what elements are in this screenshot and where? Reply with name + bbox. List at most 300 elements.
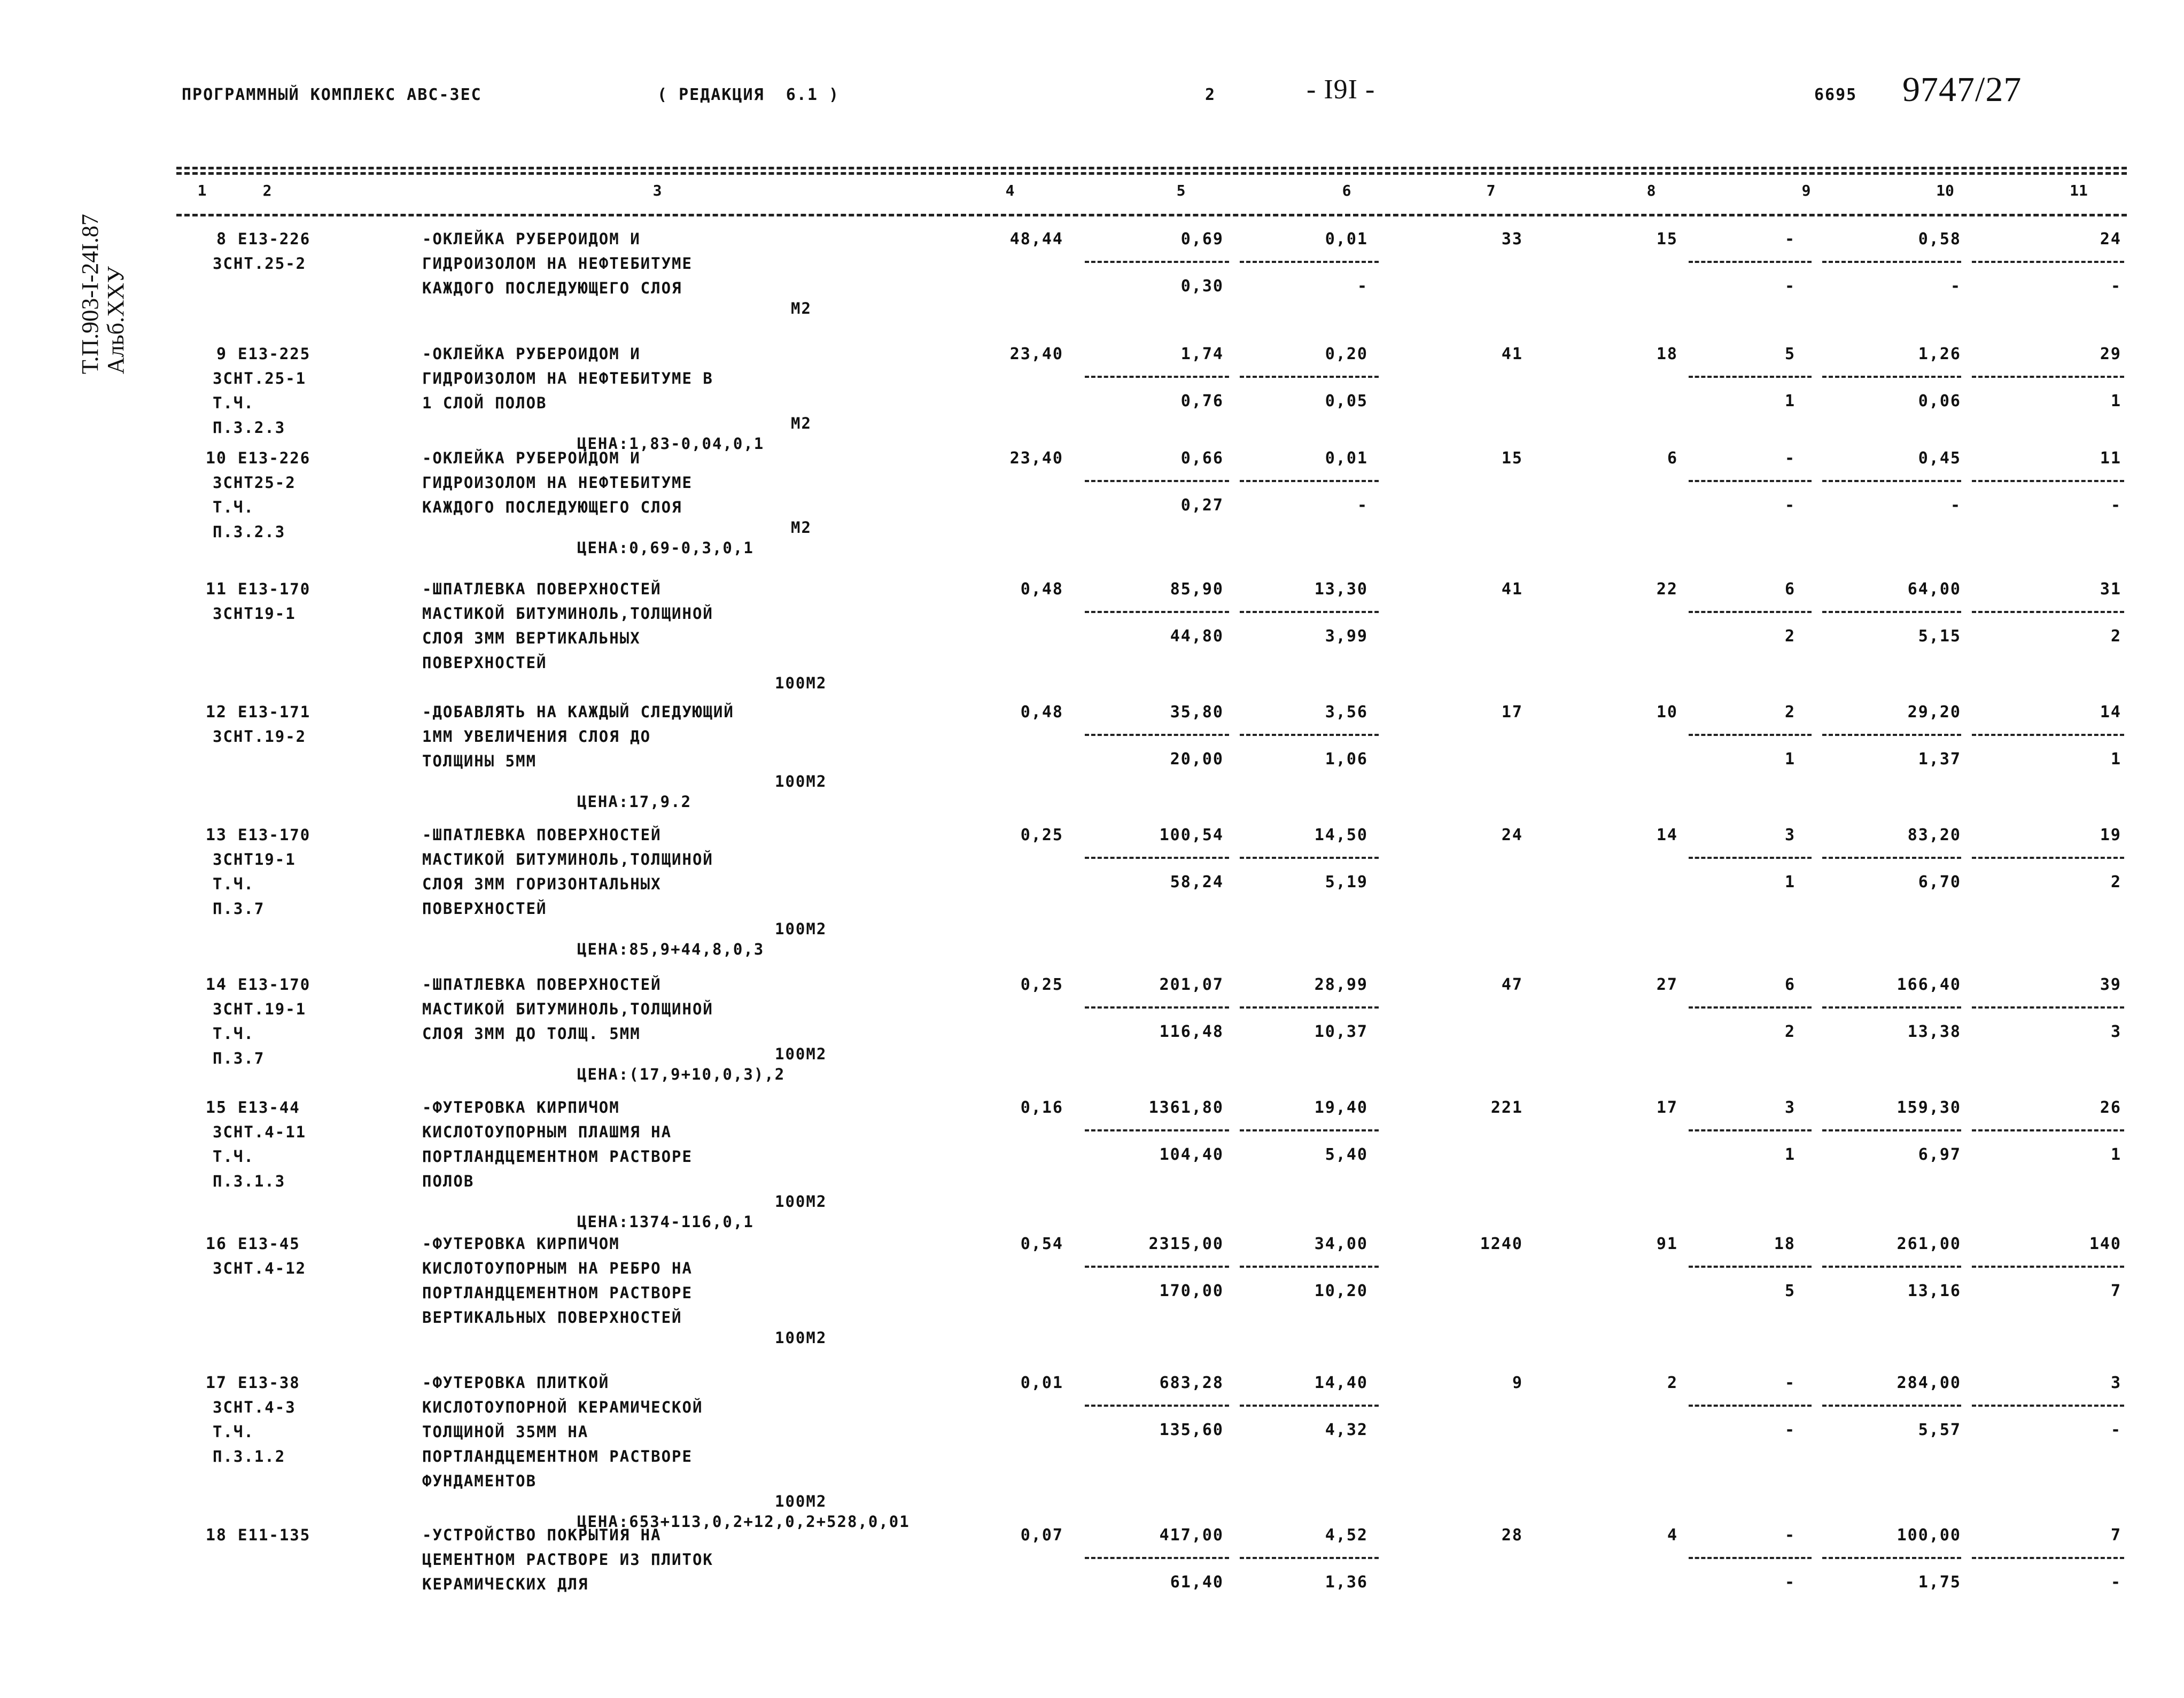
- row-col8: 14: [1656, 826, 1678, 844]
- row-description-line: ПОЛОВ: [422, 1172, 475, 1190]
- row-col6-bottom: 10,20: [1314, 1282, 1368, 1300]
- row-col9-divider: [1689, 1266, 1812, 1268]
- row-col9-top: 6: [1784, 975, 1796, 994]
- row-col11-bottom: 7: [2110, 1282, 2121, 1300]
- row-col6-top: 28,99: [1314, 975, 1368, 994]
- row-col11-bottom: -: [2110, 277, 2121, 296]
- row-code-line: Е13-44: [238, 1098, 300, 1117]
- row-col9-top: 18: [1774, 1235, 1796, 1253]
- row-col8: 18: [1656, 345, 1678, 363]
- row-col7: 221: [1490, 1098, 1523, 1117]
- column-header-4: 4: [1005, 182, 1015, 199]
- row-col5-top: 201,07: [1159, 975, 1224, 994]
- row-price-formula: ЦЕНА:85,9+44,8,0,3: [577, 940, 765, 958]
- row-col9-divider: [1689, 857, 1812, 859]
- row-col10-bottom: -: [1950, 496, 1961, 515]
- row-col5-top: 0,69: [1180, 230, 1224, 249]
- row-col5-divider: [1085, 611, 1229, 613]
- row-col11-top: 7: [2110, 1526, 2121, 1545]
- row-col9-bottom: -: [1784, 277, 1796, 296]
- row-unit: М2: [791, 518, 812, 537]
- column-header-10: 10: [1936, 182, 1954, 199]
- row-col5-divider: [1085, 857, 1229, 859]
- row-quantity: 23,40: [1009, 345, 1063, 363]
- row-col9-top: 3: [1784, 1098, 1796, 1117]
- row-description-line: ВЕРТИКАЛЬНЫХ ПОВЕРХНОСТЕЙ: [422, 1308, 682, 1327]
- row-col6-divider: [1240, 611, 1379, 613]
- row-col11-divider: [1972, 480, 2124, 482]
- row-unit: 100М2: [775, 1045, 827, 1063]
- row-col5-divider: [1085, 1266, 1229, 1268]
- row-col6-top: 14,40: [1314, 1374, 1368, 1392]
- row-code-line: ЗСНТ19-1: [213, 604, 296, 623]
- side-label-line-1: Т.П.903-I-24I.87: [77, 214, 103, 374]
- row-col8: 10: [1656, 703, 1678, 722]
- column-header-11: 11: [2070, 182, 2088, 199]
- row-unit: 100М2: [775, 1192, 827, 1211]
- side-label-line-2: Альб.XXУ: [103, 266, 129, 374]
- row-description-line: -ФУТЕРОВКА ПЛИТКОЙ: [422, 1374, 610, 1392]
- row-price-formula: ЦЕНА:1374-116,0,1: [577, 1213, 754, 1231]
- row-number: 11: [205, 580, 227, 599]
- row-code-line: П.3.2.3: [213, 523, 286, 541]
- row-col6-bottom: 10,37: [1314, 1022, 1368, 1041]
- row-description-line: ФУНДАМЕНТОВ: [422, 1472, 537, 1490]
- row-col11-top: 11: [2100, 449, 2121, 468]
- row-description-line: 1 СЛОЙ ПОЛОВ: [422, 394, 547, 412]
- column-header-3: 3: [652, 182, 662, 199]
- row-col11-top: 31: [2100, 580, 2121, 599]
- row-col5-divider: [1085, 261, 1229, 263]
- row-col11-bottom: 2: [2110, 873, 2121, 891]
- column-header-7: 7: [1486, 182, 1496, 199]
- side-label: [77, 214, 129, 374]
- row-col5-divider: [1085, 480, 1229, 482]
- row-description-line: 1ММ УВЕЛИЧЕНИЯ СЛОЯ ДО: [422, 727, 651, 746]
- row-col7: 1240: [1480, 1235, 1523, 1253]
- row-code-line: Е13-225: [238, 345, 311, 363]
- row-col6-top: 0,20: [1325, 345, 1368, 363]
- row-col6-divider: [1240, 1557, 1379, 1559]
- row-col9-top: -: [1784, 1374, 1796, 1392]
- row-col5-divider: [1085, 1557, 1229, 1559]
- row-description-line: ТОЛЩИНОЙ 35ММ НА: [422, 1423, 589, 1441]
- row-col6-top: 13,30: [1314, 580, 1368, 599]
- row-description-line: ПОРТЛАНДЦЕМЕНТНОМ РАСТВОРЕ: [422, 1147, 693, 1166]
- row-code-line: ЗСНТ19-1: [213, 850, 296, 869]
- row-col6-divider: [1240, 734, 1379, 736]
- row-description-line: КАЖДОГО ПОСЛЕДУЮЩЕГО СЛОЯ: [422, 498, 682, 516]
- row-price-formula: ЦЕНА:1,83-0,04,0,1: [577, 435, 765, 453]
- row-col9-top: -: [1784, 449, 1796, 468]
- row-col7: 28: [1501, 1526, 1523, 1545]
- row-col5-top: 1,74: [1180, 345, 1224, 363]
- row-col5-top: 1361,80: [1148, 1098, 1224, 1117]
- row-col5-top: 100,54: [1159, 826, 1224, 844]
- row-col9-divider: [1689, 611, 1812, 613]
- row-col5-divider: [1085, 1129, 1229, 1131]
- row-quantity: 48,44: [1009, 230, 1063, 249]
- row-col6-top: 34,00: [1314, 1235, 1368, 1253]
- row-col7: 47: [1501, 975, 1523, 994]
- row-code-line: Е13-226: [238, 449, 311, 467]
- row-col7: 41: [1501, 580, 1523, 599]
- row-description-line: КЕРАМИЧЕСКИХ ДЛЯ: [422, 1575, 589, 1593]
- row-code-line: ЗСНТ.25-2: [213, 254, 307, 273]
- row-description-line: КИСЛОТОУПОРНОЙ КЕРАМИЧЕСКОЙ: [422, 1398, 703, 1416]
- row-col9-divider: [1689, 261, 1812, 263]
- row-col11-divider: [1972, 261, 2124, 263]
- row-col10-top: 100,00: [1897, 1526, 1961, 1545]
- row-col11-top: 140: [2089, 1235, 2121, 1253]
- column-header-1: 1: [197, 182, 207, 199]
- row-col10-divider: [1822, 480, 1961, 482]
- row-col10-divider: [1822, 1405, 1961, 1407]
- row-col6-bottom: 3,99: [1325, 627, 1368, 646]
- row-col10-divider: [1822, 611, 1961, 613]
- row-col11-top: 39: [2100, 975, 2121, 994]
- row-description-line: КИСЛОТОУПОРНЫМ НА РЕБРО НА: [422, 1259, 693, 1277]
- row-col10-top: 0,58: [1918, 230, 1961, 249]
- row-col6-divider: [1240, 1405, 1379, 1407]
- row-col7: 33: [1501, 230, 1523, 249]
- row-col9-bottom: 1: [1784, 392, 1796, 410]
- row-quantity: 0,25: [1020, 826, 1063, 844]
- row-code-line: Е13-170: [238, 975, 311, 994]
- row-col11-divider: [1972, 1266, 2124, 1268]
- row-col11-bottom: 1: [2110, 392, 2121, 410]
- row-code-line: Е13-171: [238, 703, 311, 721]
- header-number: 2: [1205, 86, 1216, 104]
- row-col6-divider: [1240, 480, 1379, 482]
- row-col8: 27: [1656, 975, 1678, 994]
- row-number: 18: [205, 1526, 227, 1545]
- row-col10-bottom: 1,75: [1918, 1573, 1961, 1592]
- row-col8: 4: [1667, 1526, 1678, 1545]
- row-col5-top: 0,66: [1180, 449, 1224, 468]
- row-col6-bottom: 0,05: [1325, 392, 1368, 410]
- row-description-line: -УСТРОЙСТВО ПОКРЫТИЯ НА: [422, 1526, 662, 1544]
- row-col8: 91: [1656, 1235, 1678, 1253]
- row-code-line: П.3.7: [213, 1049, 265, 1067]
- row-col10-bottom: 1,37: [1918, 750, 1961, 769]
- row-description-line: ПОВЕРХНОСТЕЙ: [422, 900, 547, 918]
- row-col5-bottom: 0,30: [1180, 277, 1224, 296]
- row-number: 13: [205, 826, 227, 844]
- row-number: 8: [216, 230, 227, 249]
- row-col5-top: 683,28: [1159, 1374, 1224, 1392]
- row-col5-divider: [1085, 1006, 1229, 1009]
- row-col9-divider: [1689, 1129, 1812, 1131]
- row-col10-top: 261,00: [1897, 1235, 1961, 1253]
- row-col5-bottom: 0,27: [1180, 496, 1224, 515]
- row-description-line: -ФУТЕРОВКА КИРПИЧОМ: [422, 1235, 620, 1253]
- row-col9-divider: [1689, 1557, 1812, 1559]
- row-description-line: ПОВЕРХНОСТЕЙ: [422, 654, 547, 672]
- column-header-2: 2: [262, 182, 272, 199]
- row-col6-top: 4,52: [1325, 1526, 1368, 1545]
- row-col8: 6: [1667, 449, 1678, 468]
- row-col5-top: 2315,00: [1148, 1235, 1224, 1253]
- row-description-line: ГИДРОИЗОЛОМ НА НЕФТЕБИТУМЕ В: [422, 369, 713, 387]
- table-top-rule: [176, 167, 2127, 169]
- row-col10-divider: [1822, 1129, 1961, 1131]
- row-description-line: ЦЕМЕНТНОМ РАСТВОРЕ ИЗ ПЛИТОК: [422, 1550, 713, 1569]
- row-col7: 24: [1501, 826, 1523, 844]
- row-col6-top: 14,50: [1314, 826, 1368, 844]
- row-col5-bottom: 61,40: [1170, 1573, 1224, 1592]
- row-code-line: Т.Ч.: [213, 498, 254, 516]
- row-col9-bottom: 1: [1784, 1145, 1796, 1164]
- row-col9-bottom: 1: [1784, 750, 1796, 769]
- page-number: - I9I -: [1307, 74, 1375, 105]
- row-quantity: 0,07: [1020, 1526, 1063, 1545]
- row-unit: 100М2: [775, 772, 827, 790]
- row-code-line: Е13-38: [238, 1374, 300, 1392]
- row-number: 15: [205, 1098, 227, 1117]
- doc-code: 6695: [1814, 86, 1857, 104]
- row-col10-bottom: 13,38: [1907, 1022, 1961, 1041]
- row-col6-bottom: 5,19: [1325, 873, 1368, 891]
- row-col7: 41: [1501, 345, 1523, 363]
- row-col9-divider: [1689, 1006, 1812, 1009]
- row-col10-bottom: 6,70: [1918, 873, 1961, 891]
- row-col5-divider: [1085, 376, 1229, 378]
- row-code-line: ЗСНТ.19-2: [213, 727, 307, 746]
- row-col9-divider: [1689, 1405, 1812, 1407]
- row-col11-bottom: 3: [2110, 1022, 2121, 1041]
- row-description-line: СЛОЯ 3ММ ВЕРТИКАЛЬНЫХ: [422, 629, 641, 647]
- program-title: ПРОГРАММНЫЙ КОМПЛЕКС АВС-ЗЕС: [182, 86, 482, 104]
- row-description-line: КАЖДОГО ПОСЛЕДУЮЩЕГО СЛОЯ: [422, 279, 682, 297]
- row-col11-bottom: 1: [2110, 1145, 2121, 1164]
- edition-label: ( РЕДАКЦИЯ 6.1 ): [657, 86, 840, 104]
- column-header-5: 5: [1176, 182, 1186, 199]
- row-col11-divider: [1972, 1557, 2124, 1559]
- row-col9-bottom: -: [1784, 1573, 1796, 1592]
- row-col5-top: 417,00: [1159, 1526, 1224, 1545]
- row-number: 14: [205, 975, 227, 994]
- row-col11-top: 19: [2100, 826, 2121, 844]
- row-col10-divider: [1822, 857, 1961, 859]
- row-col9-top: -: [1784, 230, 1796, 249]
- row-col7: 17: [1501, 703, 1523, 722]
- row-quantity: 0,01: [1020, 1374, 1063, 1392]
- column-header-9: 9: [1801, 182, 1811, 199]
- row-col9-top: 5: [1784, 345, 1796, 363]
- row-code-line: ЗСНТ.4-3: [213, 1398, 296, 1416]
- row-col11-bottom: 2: [2110, 627, 2121, 646]
- row-col10-top: 83,20: [1907, 826, 1961, 844]
- row-col11-top: 29: [2100, 345, 2121, 363]
- column-header-6: 6: [1342, 182, 1351, 199]
- row-description-line: -ОКЛЕЙКА РУБЕРОИДОМ И: [422, 449, 641, 467]
- row-col5-divider: [1085, 1405, 1229, 1407]
- row-col5-bottom: 116,48: [1159, 1022, 1224, 1041]
- row-col6-bottom: 5,40: [1325, 1145, 1368, 1164]
- row-description-line: -ШПАТЛЕВКА ПОВЕРХНОСТЕЙ: [422, 826, 662, 844]
- row-code-line: ЗСНТ.4-11: [213, 1123, 307, 1141]
- row-col6-bottom: 4,32: [1325, 1421, 1368, 1439]
- row-col10-top: 166,40: [1897, 975, 1961, 994]
- row-description-line: МАСТИКОЙ БИТУМИНОЛЬ,ТОЛЩИНОЙ: [422, 1000, 713, 1018]
- row-col8: 17: [1656, 1098, 1678, 1117]
- row-code-line: ЗСНТ.4-12: [213, 1259, 307, 1277]
- row-code-line: П.3.1.2: [213, 1447, 286, 1466]
- row-quantity: 0,48: [1020, 703, 1063, 722]
- row-col9-bottom: 2: [1784, 627, 1796, 646]
- row-col11-divider: [1972, 1129, 2124, 1131]
- row-price-formula: ЦЕНА:653+113,0,2+12,0,2+528,0,01: [577, 1513, 910, 1531]
- row-code-line: П.3.1.3: [213, 1172, 286, 1190]
- row-col8: 2: [1667, 1374, 1678, 1392]
- table-row: [176, 1526, 2127, 1686]
- row-col6-divider: [1240, 1266, 1379, 1268]
- row-col6-bottom: 1,06: [1325, 750, 1368, 769]
- row-col9-bottom: 1: [1784, 873, 1796, 891]
- row-col6-divider: [1240, 376, 1379, 378]
- row-description-line: МАСТИКОЙ БИТУМИНОЛЬ,ТОЛЩИНОЙ: [422, 850, 713, 869]
- row-col10-bottom: 6,97: [1918, 1145, 1961, 1164]
- row-code-line: Е13-170: [238, 826, 311, 844]
- row-col10-top: 0,45: [1918, 449, 1961, 468]
- row-description-line: СЛОЯ 3ММ ДО ТОЛЩ. 5ММ: [422, 1025, 641, 1043]
- row-col10-top: 159,30: [1897, 1098, 1961, 1117]
- row-description-line: КИСЛОТОУПОРНЫМ ПЛАШМЯ НА: [422, 1123, 672, 1141]
- row-col10-divider: [1822, 1266, 1961, 1268]
- row-number: 16: [205, 1235, 227, 1253]
- row-col11-bottom: -: [2110, 1573, 2121, 1592]
- row-col11-top: 26: [2100, 1098, 2121, 1117]
- row-col6-bottom: -: [1357, 277, 1368, 296]
- row-code-line: Е11-135: [238, 1526, 311, 1544]
- row-description-line: -ОКЛЕЙКА РУБЕРОИДОМ И: [422, 345, 641, 363]
- row-quantity: 23,40: [1009, 449, 1063, 468]
- row-description-line: -ШПАТЛЕВКА ПОВЕРХНОСТЕЙ: [422, 975, 662, 994]
- row-code-line: ЗСНТ.19-1: [213, 1000, 307, 1018]
- row-col10-bottom: 5,57: [1918, 1421, 1961, 1439]
- row-description-line: -ШПАТЛЕВКА ПОВЕРХНОСТЕЙ: [422, 580, 662, 598]
- row-unit: 100М2: [775, 1329, 827, 1347]
- row-code-line: Т.Ч.: [213, 1147, 254, 1166]
- row-description-line: ПОРТЛАНДЦЕМЕНТНОМ РАСТВОРЕ: [422, 1447, 693, 1466]
- row-col6-divider: [1240, 261, 1379, 263]
- row-col5-top: 85,90: [1170, 580, 1224, 599]
- row-description-line: СЛОЯ 3ММ ГОРИЗОНТАЛЬНЫХ: [422, 875, 662, 893]
- row-col6-divider: [1240, 857, 1379, 859]
- row-description-line: ГИДРОИЗОЛОМ НА НЕФТЕБИТУМЕ: [422, 254, 693, 273]
- row-unit: 100М2: [775, 674, 827, 692]
- row-description-line: ГИДРОИЗОЛОМ НА НЕФТЕБИТУМЕ: [422, 474, 693, 492]
- row-col6-divider: [1240, 1129, 1379, 1131]
- row-col8: 22: [1656, 580, 1678, 599]
- row-col11-divider: [1972, 376, 2124, 378]
- row-code-line: Т.Ч.: [213, 1423, 254, 1441]
- row-col11-bottom: -: [2110, 1421, 2121, 1439]
- row-description-line: -ДОБАВЛЯТЬ НА КАЖДЫЙ СЛЕДУЮЩИЙ: [422, 703, 734, 721]
- header-bottom-rule: [176, 214, 2127, 216]
- row-col11-divider: [1972, 1405, 2124, 1407]
- row-col5-bottom: 44,80: [1170, 627, 1224, 646]
- row-col10-divider: [1822, 376, 1961, 378]
- row-number: 9: [216, 345, 227, 363]
- row-col9-top: 2: [1784, 703, 1796, 722]
- row-code-line: Е13-170: [238, 580, 311, 598]
- row-col10-top: 1,26: [1918, 345, 1961, 363]
- row-col11-divider: [1972, 857, 2124, 859]
- row-description-line: -ОКЛЕЙКА РУБЕРОИДОМ И: [422, 230, 641, 248]
- row-price-formula: ЦЕНА:0,69-0,3,0,1: [577, 539, 754, 557]
- column-header-8: 8: [1646, 182, 1656, 199]
- row-col5-bottom: 58,24: [1170, 873, 1224, 891]
- row-col9-divider: [1689, 376, 1812, 378]
- row-col9-bottom: 2: [1784, 1022, 1796, 1041]
- row-code-line: П.3.2.3: [213, 418, 286, 437]
- row-quantity: 0,48: [1020, 580, 1063, 599]
- row-col11-divider: [1972, 734, 2124, 736]
- row-code-line: Е13-45: [238, 1235, 300, 1253]
- handwritten-stamp: 9747/27: [1902, 70, 2022, 109]
- row-col6-top: 19,40: [1314, 1098, 1368, 1117]
- row-col11-bottom: -: [2110, 496, 2121, 515]
- row-number: 17: [205, 1374, 227, 1392]
- row-code-line: ЗСНТ.25-1: [213, 369, 307, 387]
- row-col6-top: 0,01: [1325, 449, 1368, 468]
- row-number: 10: [205, 449, 227, 468]
- row-col10-bottom: 13,16: [1907, 1282, 1961, 1300]
- row-col10-top: 284,00: [1897, 1374, 1961, 1392]
- row-unit: 100М2: [775, 920, 827, 938]
- row-col9-divider: [1689, 480, 1812, 482]
- row-col6-bottom: 1,36: [1325, 1573, 1368, 1592]
- row-price-formula: ЦЕНА:17,9.2: [577, 793, 692, 811]
- row-code-line: Т.Ч.: [213, 394, 254, 412]
- row-col11-top: 3: [2110, 1374, 2121, 1392]
- row-col11-divider: [1972, 1006, 2124, 1009]
- row-col9-bottom: -: [1784, 496, 1796, 515]
- row-col10-bottom: 0,06: [1918, 392, 1961, 410]
- row-col7: 15: [1501, 449, 1523, 468]
- row-col10-divider: [1822, 734, 1961, 736]
- row-col6-top: 3,56: [1325, 703, 1368, 722]
- row-col10-bottom: 5,15: [1918, 627, 1961, 646]
- row-code-line: Е13-226: [238, 230, 311, 248]
- row-col7: 9: [1512, 1374, 1523, 1392]
- row-col10-top: 64,00: [1907, 580, 1961, 599]
- table-row: [176, 1374, 2127, 1534]
- row-col11-top: 24: [2100, 230, 2121, 249]
- table-top-rule-2: [176, 172, 2127, 175]
- table-row: [176, 1235, 2127, 1395]
- row-col11-top: 14: [2100, 703, 2121, 722]
- row-code-line: Т.Ч.: [213, 1025, 254, 1043]
- row-col10-top: 29,20: [1907, 703, 1961, 722]
- row-description-line: ПОРТЛАНДЦЕМЕНТНОМ РАСТВОРЕ: [422, 1284, 693, 1302]
- row-col5-divider: [1085, 734, 1229, 736]
- row-col10-divider: [1822, 261, 1961, 263]
- row-quantity: 0,54: [1020, 1235, 1063, 1253]
- row-col5-bottom: 170,00: [1159, 1282, 1224, 1300]
- row-code-line: Т.Ч.: [213, 875, 254, 893]
- row-col9-bottom: -: [1784, 1421, 1796, 1439]
- row-col9-top: 6: [1784, 580, 1796, 599]
- row-col6-bottom: -: [1357, 496, 1368, 515]
- row-col10-bottom: -: [1950, 277, 1961, 296]
- row-col9-bottom: 5: [1784, 1282, 1796, 1300]
- row-col6-divider: [1240, 1006, 1379, 1009]
- row-col10-divider: [1822, 1006, 1961, 1009]
- row-col5-bottom: 20,00: [1170, 750, 1224, 769]
